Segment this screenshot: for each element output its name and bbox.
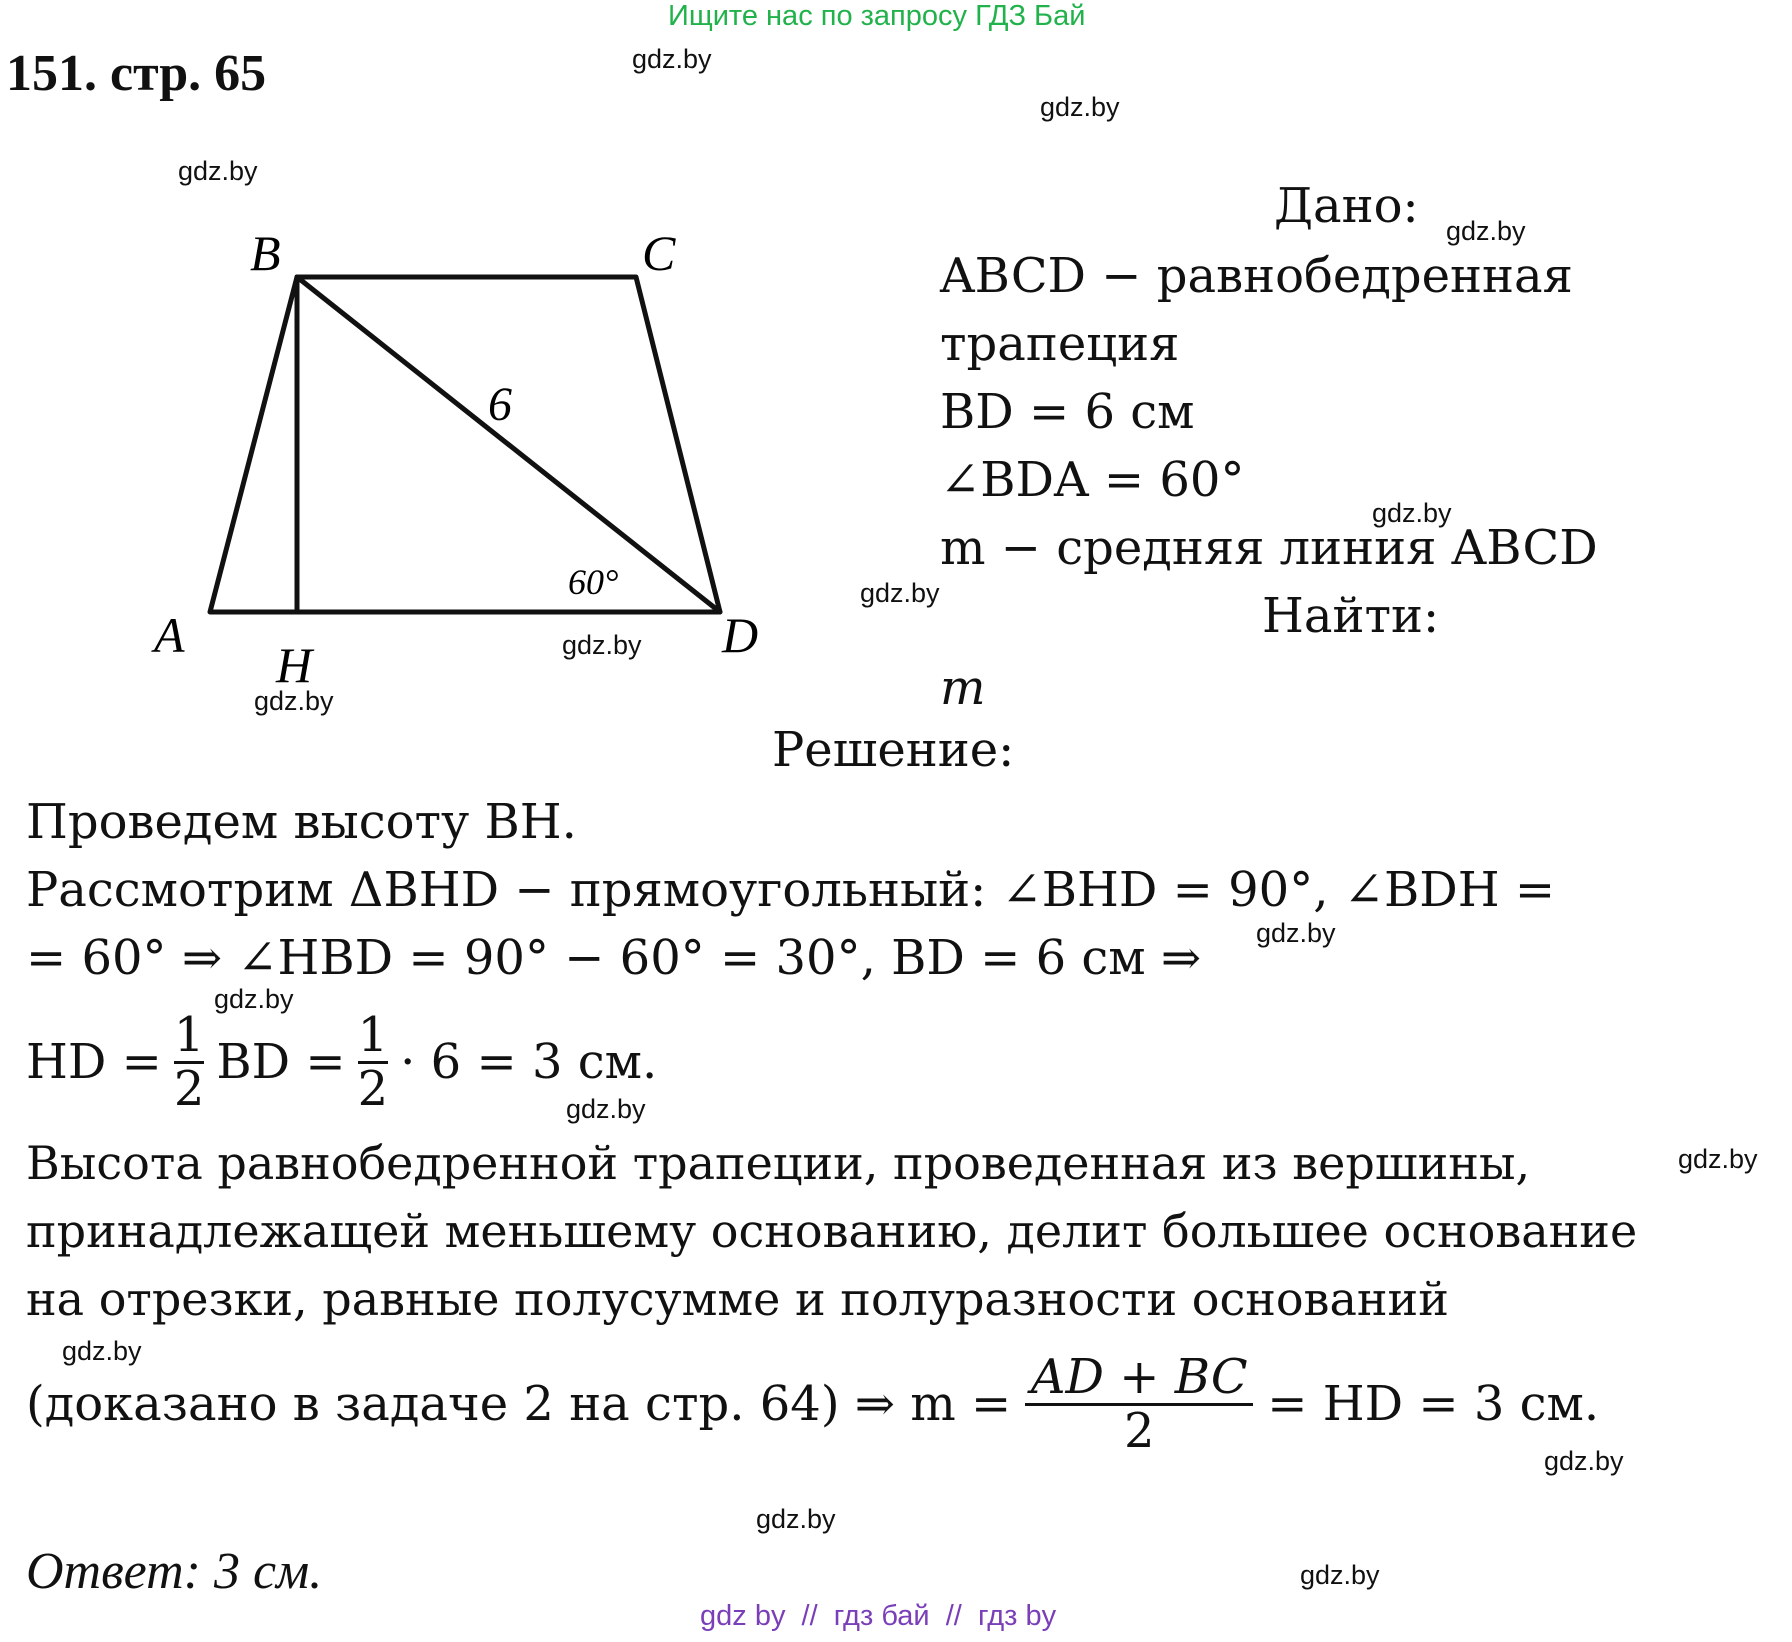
vertex-label-d: D [722,607,759,663]
midline-fraction [1025,1349,1253,1459]
fraction-numerator: 1 [173,1007,205,1064]
watermark: gdz.by [1446,216,1526,246]
trapezoid-outline [210,277,720,612]
given-line-4: ∠BDA = 60° [940,452,1245,508]
top-banner: Ищите нас по запросу ГДЗ Бай [668,0,1086,32]
watermark: gdz.by [566,1094,646,1124]
watermark: gdz.by [632,44,712,74]
watermark: gdz.by [1256,918,1336,948]
vertex-label-b: B [250,225,281,281]
fraction-numerator: AD + BC [1030,1349,1248,1406]
fraction-denominator: 2 [357,1060,389,1117]
vertex-label-a: A [154,607,185,663]
find-title: Найти: [1262,588,1440,644]
given-line-5: m − средняя линия ABCD [940,520,1598,576]
vertex-label-c: C [642,225,676,281]
solution-line-8 [26,1334,1599,1474]
footer-links: gdz by // гдз бай // гдз by [700,1600,1057,1632]
find-value: m [940,660,986,716]
solution-line-7: на отрезки, равные полусумме и полуразности оснований [26,1272,1449,1326]
given-title: Дано: [1274,178,1419,234]
solution-line-2: Рассмотрим ΔBHD − прямоугольный: ∠BHD = 90°, ∠BDH = [26,862,1556,918]
watermark: gdz.by [1544,1446,1624,1476]
solution-line-3: = 60° ⇒ ∠HBD = 90° − 60° = 30°, BD = 6 см ⇒ [26,930,1202,986]
watermark: gdz.by [178,156,258,186]
angle-label: 60° [568,562,619,602]
given-line-1: ABCD − равнобедренная [940,248,1573,304]
fraction-denominator: 2 [173,1060,205,1117]
hd-equals: HD = [26,1034,162,1090]
midline-result: = HD = 3 см. [1267,1376,1600,1432]
watermark: gdz.by [1372,498,1452,528]
given-line-3: BD = 6 см [940,384,1195,440]
page-heading: 151. стр. 65 [6,45,267,102]
watermark: gdz.by [860,578,940,608]
solution-line-6: принадлежащей меньшему основанию, делит большее основание [26,1204,1638,1258]
watermark: gdz.by [1678,1144,1758,1174]
vertex-label-h: H [276,637,313,690]
watermark: gdz.by [1040,92,1120,122]
watermark: gdz.by [562,630,642,660]
answer: Ответ: 3 см. [26,1543,323,1600]
watermark: gdz.by [254,686,334,716]
diagonal-bd [297,277,720,612]
hd-result: · 6 = 3 см. [400,1034,658,1090]
trapezoid-figure [140,220,780,690]
diagonal-length-label: 6 [488,378,512,431]
fraction-numerator: 1 [357,1007,389,1064]
watermark: gdz.by [1300,1560,1380,1590]
fraction-one-half [357,1007,389,1117]
given-line-2: трапеция [940,316,1180,372]
fraction-one-half [173,1007,205,1117]
solution-line-4 [26,996,657,1128]
proof-reference: (доказано в задаче 2 на стр. 64) ⇒ m = [26,1376,1012,1432]
solution-line-1: Проведем высоту BH. [26,794,577,850]
watermark: gdz.by [62,1336,142,1366]
solution-title: Решение: [772,722,1015,778]
watermark: gdz.by [756,1504,836,1534]
fraction-denominator: 2 [1123,1402,1155,1459]
bd-equals: BD = [216,1034,346,1090]
solution-line-5: Высота равнобедренной трапеции, проведенная из вершины, [26,1136,1531,1190]
watermark: gdz.by [214,984,294,1014]
